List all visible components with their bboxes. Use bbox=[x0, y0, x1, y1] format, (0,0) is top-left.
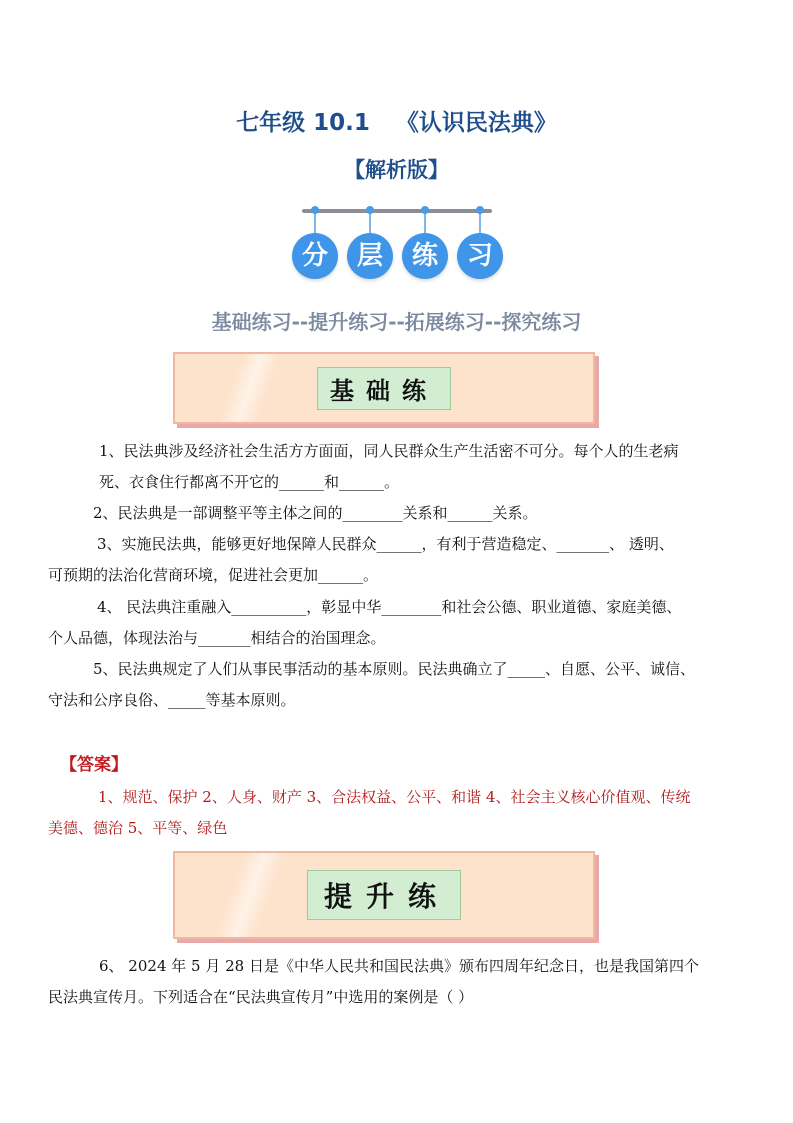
banner-char: 练 bbox=[402, 233, 448, 279]
page-title bbox=[0, 104, 793, 137]
answer-heading: 【答案】 bbox=[60, 755, 128, 775]
question-6 bbox=[48, 951, 748, 1013]
question-line: 3、实施民法典，能够更好地保障人民群众______，有利于营造稳定、_______、 透明、 bbox=[97, 535, 674, 553]
section-label: 提升练 bbox=[307, 870, 461, 920]
question-line: 死、衣食住行都离不开它的______和______。 bbox=[99, 473, 400, 491]
question-line: 6、 2024 年 5 月 28 日是《中华人民共和国民法典》颁布四周年纪念日，也是我国第四个 bbox=[99, 957, 699, 975]
question-line: 5、民法典规定了人们从事民事活动的基本原则。民法典确立了_____、自愿、公平、诚信、 bbox=[93, 660, 696, 678]
practice-tagline: 基础练习--提升练习--拓展练习--探究练习 bbox=[211, 310, 582, 334]
question-3 bbox=[48, 529, 748, 591]
banner-rail bbox=[302, 209, 492, 213]
section-label: 基础练 bbox=[317, 367, 451, 410]
question-4 bbox=[48, 592, 748, 654]
question-5 bbox=[48, 654, 748, 716]
layered-practice-banner bbox=[290, 203, 505, 283]
answer-body bbox=[48, 782, 750, 844]
question-line: 4、 民法典注重融入__________，彰显中华________和社会公德、职业道德、家庭美德、 bbox=[97, 598, 682, 616]
banner-pin bbox=[479, 212, 481, 234]
question-line: 1、民法典涉及经济社会生活方方面面，同人民群众生产生活密不可分。每个人的生老病 bbox=[99, 442, 679, 460]
section-basic-practice bbox=[173, 352, 595, 424]
question-line: 个人品德，体现法治与_______相结合的治国理念。 bbox=[48, 629, 386, 647]
banner-char: 层 bbox=[347, 233, 393, 279]
question-line: 民法典宣传月。下列适合在“民法典宣传月”中选用的案例是（ ） bbox=[48, 988, 474, 1006]
banner-char: 分 bbox=[292, 233, 338, 279]
question-1 bbox=[99, 436, 759, 498]
banner-pin bbox=[369, 212, 371, 234]
title-grade: 七年级 10.1 bbox=[236, 110, 370, 136]
banner-char: 习 bbox=[457, 233, 503, 279]
banner-pin bbox=[314, 212, 316, 234]
answer-line: 1、规范、保护 2、人身、财产 3、合法权益、公平、和谐 4、社会主义核心价值观、传统 bbox=[98, 788, 691, 806]
title-book: 《认识民法典》 bbox=[395, 110, 557, 136]
question-line: 可预期的法治化营商环境，促进社会更加______。 bbox=[48, 566, 379, 584]
question-2 bbox=[93, 498, 793, 529]
banner-pin bbox=[424, 212, 426, 234]
section-advanced-practice bbox=[173, 851, 595, 939]
question-line: 守法和公序良俗、_____等基本原则。 bbox=[48, 691, 296, 709]
page-subtitle: 【解析版】 bbox=[344, 158, 449, 182]
question-line: 2、民法典是一部调整平等主体之间的________关系和______关系。 bbox=[93, 504, 538, 522]
answer-line: 美德、德治 5、平等、绿色 bbox=[48, 819, 228, 837]
